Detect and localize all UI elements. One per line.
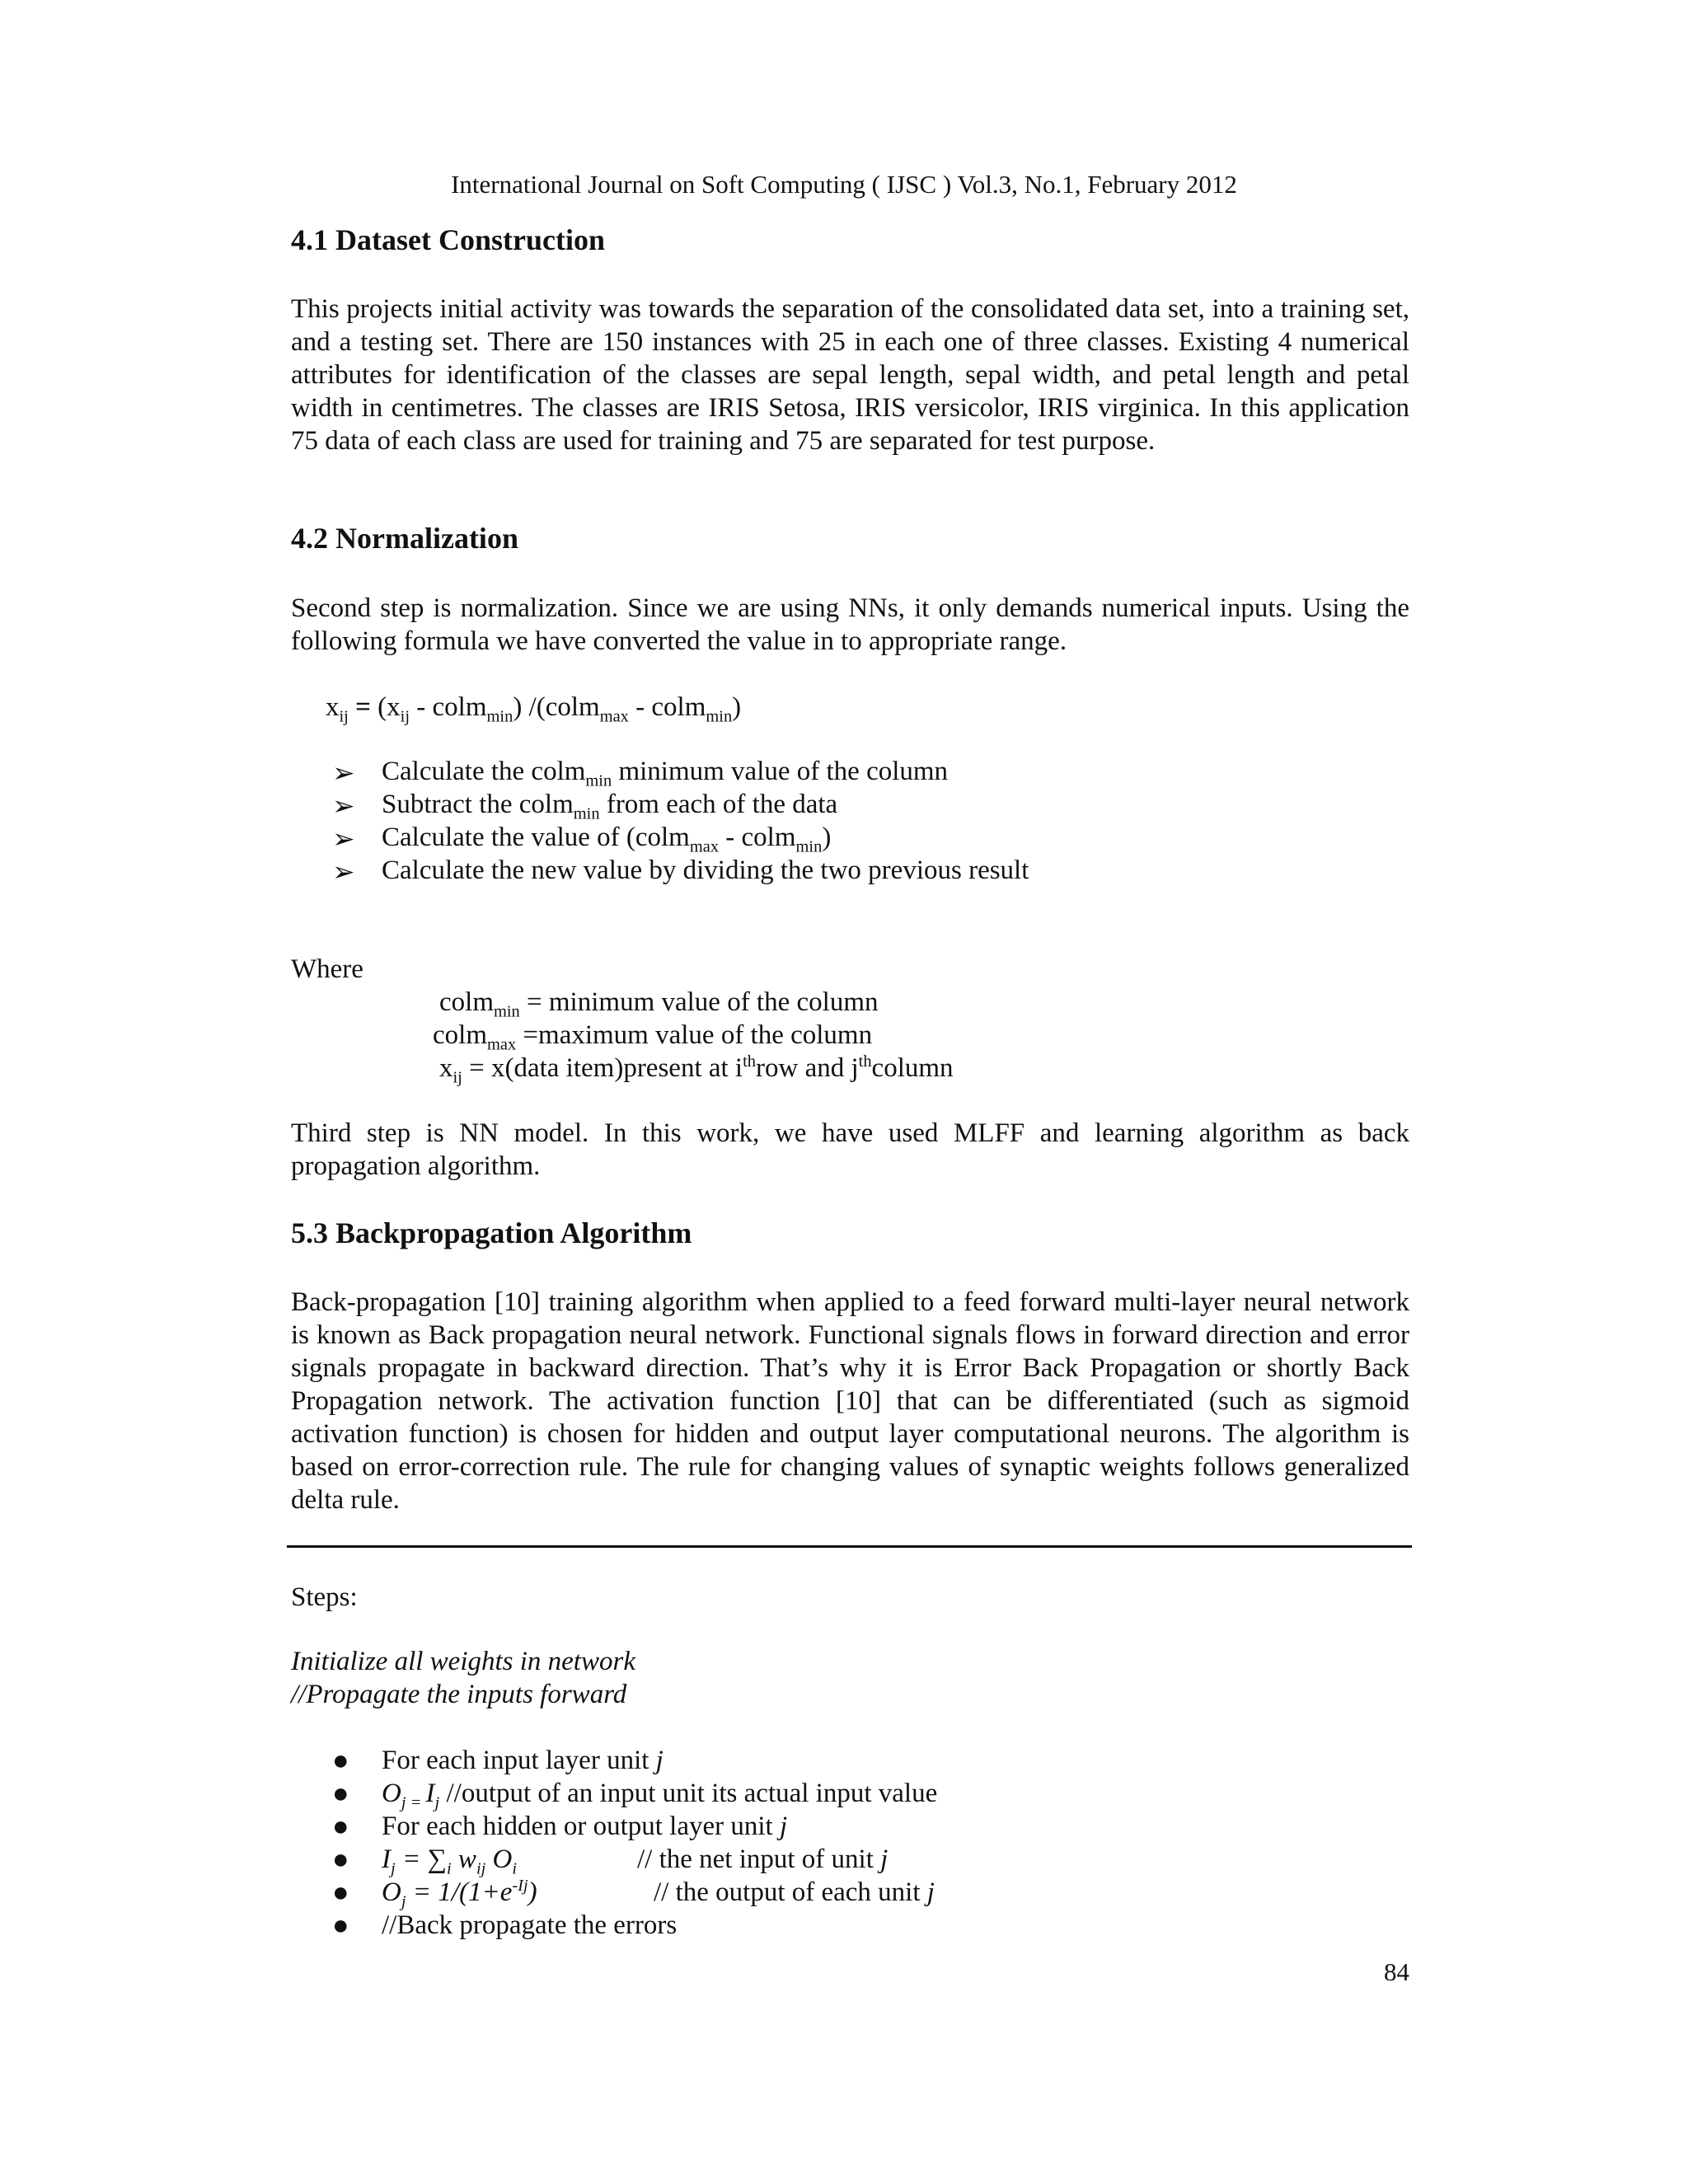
list-item-text: //output of an input unit its actual input value xyxy=(439,1779,938,1808)
page-number: 84 xyxy=(1384,1957,1409,1986)
list-item-var: = 1/(1+e xyxy=(406,1877,513,1907)
definition-sub: min xyxy=(493,1002,520,1021)
arrow-bullet-icon: ➢ xyxy=(332,759,355,789)
list-item-var: I xyxy=(425,1779,435,1808)
formula-max-sub: max xyxy=(599,707,629,726)
formula-lhs: x xyxy=(326,692,340,722)
formula-minus-colm-2: - colm xyxy=(628,692,706,722)
list-item-sub: max xyxy=(689,837,720,856)
horizontal-divider xyxy=(287,1545,1412,1548)
list-item-text: from each of the data xyxy=(599,790,838,819)
list-item xyxy=(332,1844,889,1878)
arrow-bullet-icon: ➢ xyxy=(332,825,355,855)
list-item-var: = ∑ xyxy=(395,1844,447,1874)
list-item-sub: j xyxy=(401,1892,406,1911)
list-item-sub: j = xyxy=(401,1793,426,1812)
steps-label: Steps: xyxy=(291,1582,358,1612)
bullet-icon: ● xyxy=(332,1877,349,1908)
list-item-text: Calculate the colm xyxy=(382,757,586,786)
where-label: Where xyxy=(291,954,363,984)
formula-min-sub: min xyxy=(486,707,513,726)
arrow-bullet-icon: ➢ xyxy=(332,792,355,822)
formula-min-sub-2: min xyxy=(706,707,733,726)
list-item-var: j xyxy=(655,1746,663,1775)
bullet-icon: ● xyxy=(332,1844,349,1875)
list-item-sup: -Ij xyxy=(512,1877,528,1895)
list-item xyxy=(332,855,1029,888)
list-item-text: Subtract the colm xyxy=(382,790,574,819)
list-item-var: I xyxy=(382,1844,391,1874)
list-item xyxy=(332,790,838,823)
list-item-var: O xyxy=(485,1844,513,1874)
list-item-text: // the output of each unit xyxy=(654,1877,927,1907)
definition-sub: ij xyxy=(452,1068,462,1087)
bullet-icon: ● xyxy=(332,1910,349,1941)
definition-xij xyxy=(439,1052,954,1087)
list-item-text: minimum value of the column xyxy=(612,757,949,786)
list-item-text: - colm xyxy=(719,823,796,852)
definition-text: row and j xyxy=(756,1053,859,1083)
list-item-text: For each input layer unit xyxy=(382,1746,656,1775)
list-item xyxy=(332,1811,788,1842)
list-item-text: For each hidden or output layer unit xyxy=(382,1811,780,1841)
definition-term: colm xyxy=(433,1020,487,1050)
paragraph-third-step: Third step is NN model. In this work, we have used MLFF and learning algorithm as back propagation algorithm. xyxy=(291,1118,1409,1181)
formula-lhs-sub: ij xyxy=(339,707,349,726)
list-item-text: // the net input of unit xyxy=(637,1844,881,1874)
list-item-sub: j xyxy=(434,1793,440,1812)
definition-sub: max xyxy=(486,1035,517,1054)
list-item-text: Calculate the value of (colm xyxy=(382,823,690,852)
section-heading-5-3: 5.3 Backpropagation Algorithm xyxy=(291,1216,692,1249)
list-item-var: ) xyxy=(528,1877,537,1907)
list-item-text: //Back propagate the errors xyxy=(382,1910,678,1940)
formula-x-sub: ij xyxy=(400,707,410,726)
list-item xyxy=(332,1877,935,1911)
list-item-var: O xyxy=(382,1877,401,1907)
list-item xyxy=(332,757,949,790)
definition-sup: th xyxy=(743,1052,756,1071)
paragraph-backpropagation: Back-propagation [10] training algorithm when applied to a feed forward multi-layer neural network is known as Back propagation neural network. Functional signals flows in forward direction and error signals propagate in backward direction. That’s why it is Error Back Propagation or shortly Back Propagation network. The activation function [10] that can be differentiated (such as sigmoid activation function) is chosen for hidden and output layer computational neurons. The algorithm is based on error-correction rule. The rule for changing values of synaptic weights follows generalized delta rule. xyxy=(291,1287,1409,1515)
list-item-comment xyxy=(654,1877,935,1908)
bullet-icon: ● xyxy=(332,1779,349,1809)
definition-text: = minimum value of the column xyxy=(519,987,879,1017)
list-item xyxy=(332,1779,938,1812)
formula-open: (x xyxy=(377,692,401,722)
list-item xyxy=(332,823,832,856)
list-item-sub: j xyxy=(391,1859,396,1878)
list-item-sub: min xyxy=(573,804,600,823)
list-item xyxy=(332,1746,663,1776)
arrow-bullet-icon: ➢ xyxy=(332,858,355,888)
list-item xyxy=(332,1910,678,1941)
list-item-var: O xyxy=(382,1779,401,1808)
section-heading-4-1: 4.1 Dataset Construction xyxy=(291,223,605,256)
list-item-var: w xyxy=(451,1844,476,1874)
definition-text: column xyxy=(871,1053,954,1083)
definition-sup: th xyxy=(858,1052,872,1071)
list-item-sub: i xyxy=(446,1859,452,1878)
running-header: International Journal on Soft Computing ( IJSC ) Vol.3, No.1, February 2012 xyxy=(451,170,1237,199)
list-item-var: j xyxy=(926,1877,935,1907)
list-item-text: Calculate the new value by dividing the two previous result xyxy=(382,855,1029,885)
section-heading-4-2: 4.2 Normalization xyxy=(291,522,518,555)
formula-equals: = xyxy=(348,692,378,722)
definition-term: colm xyxy=(439,987,494,1017)
list-item-var: j xyxy=(880,1844,889,1874)
init-weights-line: Initialize all weights in network xyxy=(291,1647,635,1676)
definition-text: =maximum value of the column xyxy=(516,1020,873,1050)
paragraph-dataset-construction: This projects initial activity was towards the separation of the consolidated data set, into a training set, and a testing set. There are 150 instances with 25 in each one of three classes. Existing 4 numerical attributes for identification of the classes are sepal length, sepal width, and petal length and petal width in centimetres. The classes are IRIS Setosa, IRIS versicolor, IRIS virginica. In this application 75 data of each class are used for training and 75 are separated for test purpose. xyxy=(291,294,1409,456)
definition-colm-min xyxy=(439,987,879,1021)
list-item-comment xyxy=(637,1844,888,1875)
bullet-icon: ● xyxy=(332,1811,349,1842)
list-item-sub: ij xyxy=(476,1859,486,1878)
list-item-var: j xyxy=(779,1811,788,1841)
formula-minus-colm: - colm xyxy=(410,692,487,722)
formula-close: ) xyxy=(732,692,742,722)
definition-term: x xyxy=(439,1053,453,1083)
list-item-sub: min xyxy=(795,837,823,856)
list-item-sub: i xyxy=(512,1859,518,1878)
definition-colm-max xyxy=(433,1020,873,1054)
bullet-icon: ● xyxy=(332,1746,349,1776)
list-item-sub: min xyxy=(585,771,612,790)
paragraph-normalization: Second step is normalization. Since we are using NNs, it only demands numerical inputs. Using the following formula we have converted the value in to appropriate range. xyxy=(291,593,1409,656)
definition-text: = x(data item)present at i xyxy=(462,1053,743,1083)
normalization-formula xyxy=(326,692,742,726)
list-item-text: ) xyxy=(822,823,832,852)
formula-mid: ) /(colm xyxy=(513,692,600,722)
propagate-comment: //Propagate the inputs forward xyxy=(291,1680,627,1709)
